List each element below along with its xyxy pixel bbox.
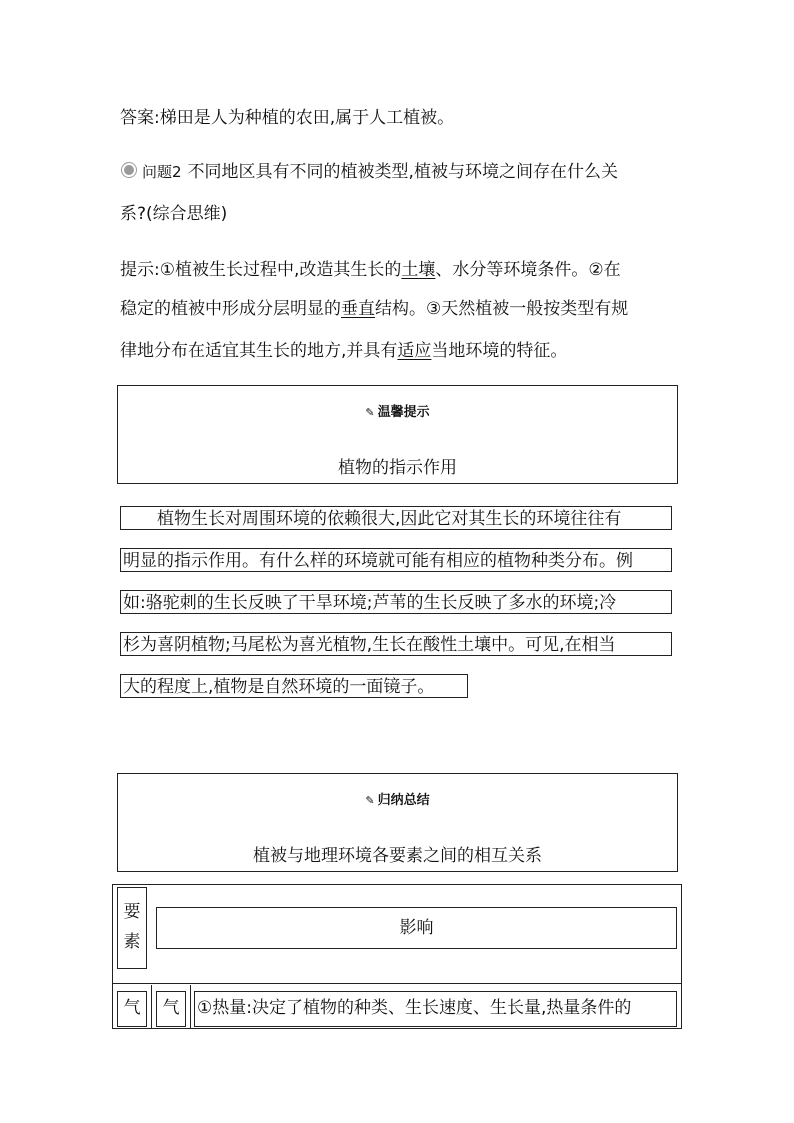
tip-line: 如:骆驼刺的生长反映了干旱环境;芦苇的生长反映了多水的环境;冷 xyxy=(120,590,672,614)
relation-table xyxy=(112,884,682,1029)
question-label: 问题2 xyxy=(142,163,182,181)
table-divider xyxy=(113,983,681,984)
hint-line-2: 稳定的植被中形成分层明显的垂直结构。③天然植被一般按类型有规 xyxy=(120,299,629,319)
table-divider xyxy=(151,985,152,1029)
tip-line: 杉为喜阴植物;马尾松为喜光植物,生长在酸性土壤中。可见,在相当 xyxy=(120,632,672,656)
summary-box-subtitle: 植被与地理环境各要素之间的相互关系 xyxy=(253,846,542,866)
pen-icon: ✎ xyxy=(365,406,375,419)
summary-box xyxy=(117,773,678,872)
table-header-element: 要 素 xyxy=(117,887,147,969)
tip-line: 大的程度上,植物是自然环境的一面镜子。 xyxy=(120,674,468,698)
table-divider xyxy=(190,985,191,1029)
pen-icon: ✎ xyxy=(365,794,375,807)
tip-box-title: ✎ 温馨提示 xyxy=(365,405,430,420)
question-line-1: 问题2 不同地区具有不同的植被类型,植被与环境之间存在什么关 xyxy=(120,162,680,182)
table-cell: 气 xyxy=(156,991,186,1027)
table-cell: ①热量:决定了植物的种类、生长速度、生长量,热量条件的 xyxy=(194,991,677,1027)
tip-line: 明显的指示作用。有什么样的环境就可能有相应的植物种类分布。例 xyxy=(120,548,672,572)
summary-box-title: ✎ 归纳总结 xyxy=(365,793,430,808)
table-cell: 气 xyxy=(117,991,147,1027)
tip-line: 植物生长对周围环境的依赖很大,因此它对其生长的环境往往有 xyxy=(120,506,672,530)
hint-line-1: 提示:①植被生长过程中,改造其生长的土壤、水分等环境条件。②在 xyxy=(120,260,621,280)
hint-line-3: 律地分布在适宜其生长的地方,并具有适应当地环境的特征。 xyxy=(120,341,568,361)
table-header-influence: 影响 xyxy=(156,907,677,949)
answer-text: 答案:梯田是人为种植的农田,属于人工植被。 xyxy=(120,108,455,128)
tip-box xyxy=(117,385,678,484)
bullet-circle-icon xyxy=(124,165,134,175)
tip-box-subtitle: 植物的指示作用 xyxy=(338,458,457,478)
question-line-2: 系?(综合思维) xyxy=(120,204,228,224)
